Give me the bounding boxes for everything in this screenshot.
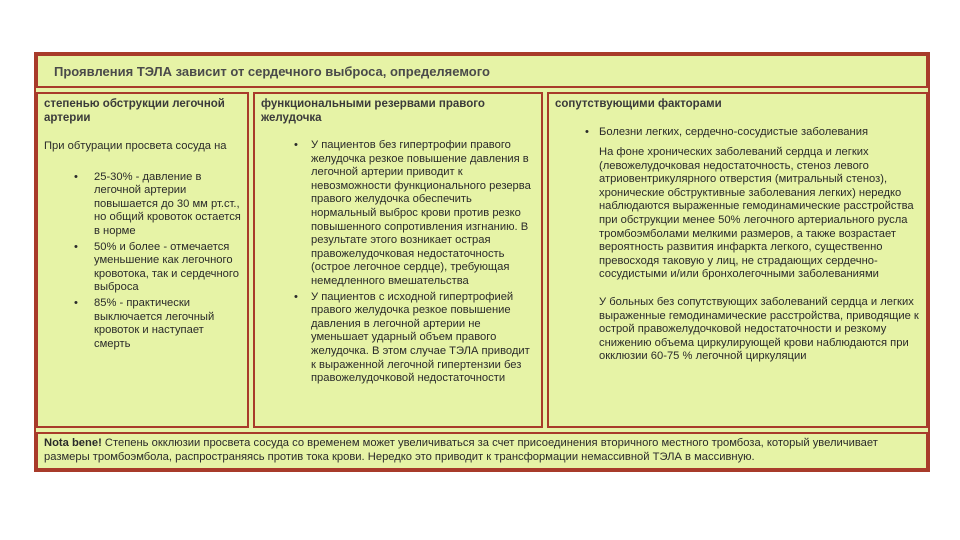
paragraph: На фоне хронических заболеваний сердца и легких (левожелудочковая недостаточность, стеноз левого атриовентрикулярного отверстия (митральный стеноз), хронические обструктивные заболевания легких) нередко наблюдаются выраженные гемодинамические расстройства при обструкции менее 50% легочного артериального русла тромбоэмболами мелкими размеров, а также возрастает вероятность развития инфаркта легкого, существенно превосходя таковую у лиц, не страдающих сердечно-сосудистыми и/или бронхолегочными заболеваниями <box>599 146 914 281</box>
column-heading: функциональными резервами правого желудочка <box>261 98 485 124</box>
bullet-list <box>555 126 920 140</box>
column-factors <box>547 92 928 428</box>
list-item: • 25-30% - давление в легочной артерии повышается до 30 мм рт.ст., но общий кровоток остается в норме <box>44 171 241 239</box>
slide-table <box>34 52 930 472</box>
column-heading: степенью обструкции легочной артерии <box>44 98 225 124</box>
column-reserves <box>253 92 543 428</box>
bullet-list <box>44 171 241 352</box>
list-item: • 85% - практически выключается легочный кровоток и наступает смерть <box>44 297 241 351</box>
page-title: Проявления ТЭЛА зависит от сердечного выброса, определяемого <box>36 54 928 88</box>
column-heading: сопутствующими факторами <box>555 98 722 110</box>
list-item: • Болезни легких, сердечно-сосудистые заболевания <box>555 126 920 140</box>
list-item: • 50% и более - отмечается уменьшение как легочного кровотока, так и сердечного выброса <box>44 241 241 295</box>
list-item: • У пациентов без гипертрофии правого желудочка резкое повышение давления в легочной артерии приводит к невозможности функционального резерва правого желудочка обеспечить нормальный выброс крови против резко повышенного сопротивления изгнанию. В результате этого возникает острая правожелудочковая недостаточность (острое легочное сердце), требующая немедленного вмешательства <box>261 139 535 289</box>
intro-text: При обтурации просвета сосуда на <box>44 140 227 152</box>
column-obstruction <box>36 92 249 428</box>
list-item: • У пациентов с исходной гипертрофией правого желудочка резкое повышение давления в легочной артерии не уменьшает ударный объем правого желудочка. В этом случае ТЭЛА приводит к выраженной легочной гипертензии без правожелудочковой недостаточности <box>261 291 535 386</box>
nota-bene-box <box>36 432 928 470</box>
nota-bene-label: Nota bene! <box>44 437 102 449</box>
nota-bene-text: Степень окклюзии просвета сосуда со временем может увеличиваться за счет присоединения вторичного местного тромбоза, который увеличивает размеры тромбоэмбола, распространяясь против тока крови. Нередко это приводит к трансформации немассивной ТЭЛА в массивную. <box>44 437 878 463</box>
paragraph: У больных без сопутствующих заболеваний сердца и легких выраженные гемодинамические расстройства, приводящие к острой правожелудочковой недостаточности и резкому снижению объема циркулирующей крови наблюдаются при окклюзии 60-75 % легочной циркуляции <box>599 296 919 363</box>
bullet-list <box>261 139 535 386</box>
